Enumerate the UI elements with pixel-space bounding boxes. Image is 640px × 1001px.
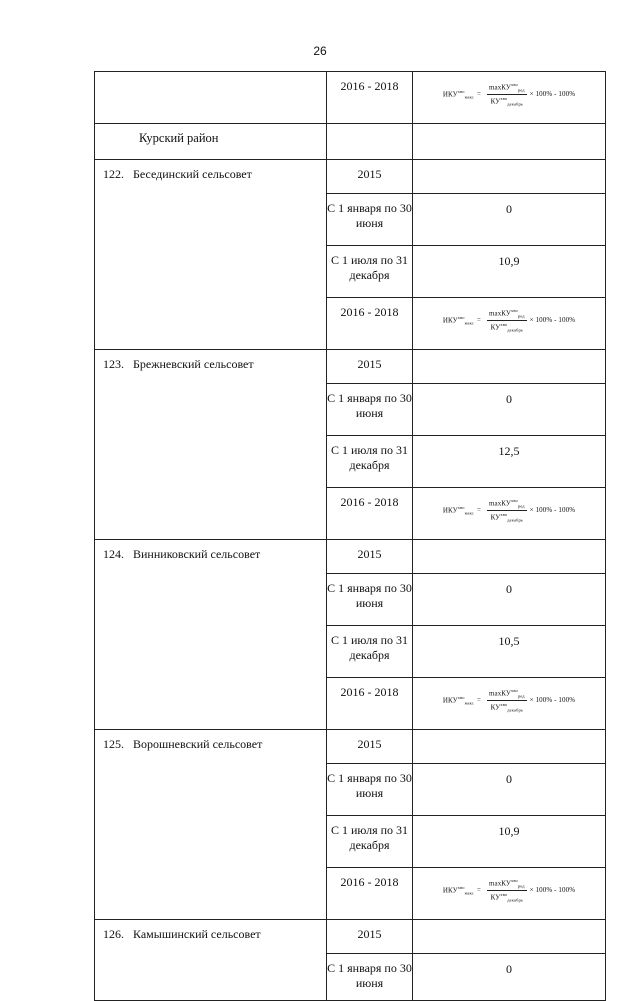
value-cell — [413, 764, 606, 816]
entity-cell — [95, 540, 327, 730]
year-cell: 2015 — [327, 350, 413, 384]
formula-lhs: $ИКУ^{хво}_{макс}$ — [442, 314, 474, 326]
formula-fraction: $\frac{\max КУ^{хво}_{ред}}{КУ^{хво}_{декабрь}}$ — [488, 498, 525, 523]
formula-cell — [413, 298, 606, 350]
entry-number: 124. — [103, 547, 124, 561]
tariff-value: 10,5 — [498, 634, 520, 648]
entry-number: 125. — [103, 737, 124, 751]
entry-row — [95, 730, 606, 764]
entity-cell — [95, 920, 327, 1001]
period-label: С 1 января по 30 июня — [327, 194, 413, 246]
formula: $ИКУ^{хво}_{макс}$ = $\frac{\max КУ^{хво}_{ред}}{КУ^{хво}_{декабрь}}$ × 100% - 100% — [442, 688, 576, 713]
entry-number: 122. — [103, 167, 124, 181]
tariff-value: 0 — [506, 202, 512, 216]
tariff-value: 12,5 — [498, 444, 520, 458]
period-label: С 1 июля по 31 декабря — [327, 246, 413, 298]
empty-cell — [413, 730, 606, 764]
formula: $ИКУ^{хво}_{макс}$ = $\frac{\max КУ^{хво}_{ред}}{КУ^{хво}_{декабрь}}$ × 100% - 100% — [442, 498, 576, 523]
region-name: Курский район — [139, 131, 219, 145]
formula-cell — [413, 868, 606, 920]
region-row — [95, 124, 606, 160]
period-label: С 1 июля по 31 декабря — [327, 436, 413, 488]
period-label: С 1 января по 30 июня — [327, 384, 413, 436]
entity-name: Ворошневский сельсовет — [133, 737, 263, 751]
tariff-value: 0 — [506, 582, 512, 596]
year-cell: 2015 — [327, 160, 413, 194]
empty-cell — [327, 124, 413, 160]
empty-cell — [413, 920, 606, 954]
empty-cell — [413, 124, 606, 160]
entity-cell — [95, 350, 327, 540]
period-label: С 1 июля по 31 декабря — [327, 816, 413, 868]
empty-cell — [95, 72, 327, 124]
period-label: С 1 января по 30 июня — [327, 764, 413, 816]
tariff-value: 10,9 — [498, 254, 520, 268]
formula-fraction: $\frac{\max КУ^{хво}_{ред}}{КУ^{хво}_{декабрь}}$ — [488, 688, 525, 713]
formula-lhs: $ИКУ^{хво}_{макс}$ — [442, 694, 474, 706]
formula-lhs: $ИКУ^{хво}_{макс}$ — [442, 504, 474, 516]
empty-cell — [413, 160, 606, 194]
entity-cell — [95, 160, 327, 350]
formula-cell — [413, 72, 606, 124]
value-cell — [413, 626, 606, 678]
tariff-value: 0 — [506, 962, 512, 976]
tariff-table — [94, 71, 606, 1001]
period-cell: 2016 - 2018 — [327, 488, 413, 540]
period-cell: 2016 - 2018 — [327, 72, 413, 124]
formula: $ИКУ^{хво}_{макс}$ = $\frac{\max КУ^{хво}_{ред}}{КУ^{хво}_{декабрь}}$ × 100% - 100% — [442, 82, 576, 107]
formula-fraction: $\frac{\max КУ^{хво}_{ред}}{КУ^{хво}_{декабрь}}$ — [488, 878, 525, 903]
entity-name: Винниковский сельсовет — [133, 547, 261, 561]
value-cell — [413, 194, 606, 246]
empty-cell — [413, 350, 606, 384]
formula-lhs: $ИКУ^{хво}_{макс}$ — [442, 88, 474, 100]
value-cell — [413, 954, 606, 1001]
entry-row — [95, 540, 606, 574]
empty-cell — [413, 540, 606, 574]
formula-cell — [413, 488, 606, 540]
entity-name: Бесединский сельсовет — [133, 167, 252, 181]
entry-row — [95, 920, 606, 954]
period-cell: 2016 - 2018 — [327, 868, 413, 920]
value-cell — [413, 816, 606, 868]
value-cell — [413, 246, 606, 298]
year-cell: 2015 — [327, 540, 413, 574]
value-cell — [413, 436, 606, 488]
entry-number: 123. — [103, 357, 124, 371]
entity-name: Камышинский сельсовет — [133, 927, 261, 941]
period-label: С 1 января по 30 июня — [327, 954, 413, 1001]
entity-name: Брежневский сельсовет — [133, 357, 254, 371]
formula-fraction: $\frac{\max КУ^{хво}_{ред}}{КУ^{хво}_{декабрь}}$ — [488, 82, 525, 107]
year-cell: 2015 — [327, 920, 413, 954]
period-cell: 2016 - 2018 — [327, 678, 413, 730]
value-cell — [413, 574, 606, 626]
entry-row — [95, 350, 606, 384]
tariff-value: 10,9 — [498, 824, 520, 838]
formula-fraction: $\frac{\max КУ^{хво}_{ред}}{КУ^{хво}_{декабрь}}$ — [488, 308, 525, 333]
formula: $ИКУ^{хво}_{макс}$ = $\frac{\max КУ^{хво}_{ред}}{КУ^{хво}_{декабрь}}$ × 100% - 100% — [442, 308, 576, 333]
tariff-value: 0 — [506, 392, 512, 406]
period-label: С 1 января по 30 июня — [327, 574, 413, 626]
formula-lhs: $ИКУ^{хво}_{макс}$ — [442, 884, 474, 896]
page-number: 26 — [313, 44, 327, 58]
period-label: С 1 июля по 31 декабря — [327, 626, 413, 678]
period-cell: 2016 - 2018 — [327, 298, 413, 350]
value-cell — [413, 384, 606, 436]
region-cell — [95, 124, 327, 160]
entity-cell — [95, 730, 327, 920]
entry-number: 126. — [103, 927, 124, 941]
table-row — [95, 72, 606, 124]
tariff-value: 0 — [506, 772, 512, 786]
year-cell: 2015 — [327, 730, 413, 764]
formula-cell — [413, 678, 606, 730]
entry-row — [95, 160, 606, 194]
formula: $ИКУ^{хво}_{макс}$ = $\frac{\max КУ^{хво}_{ред}}{КУ^{хво}_{декабрь}}$ × 100% - 100% — [442, 878, 576, 903]
